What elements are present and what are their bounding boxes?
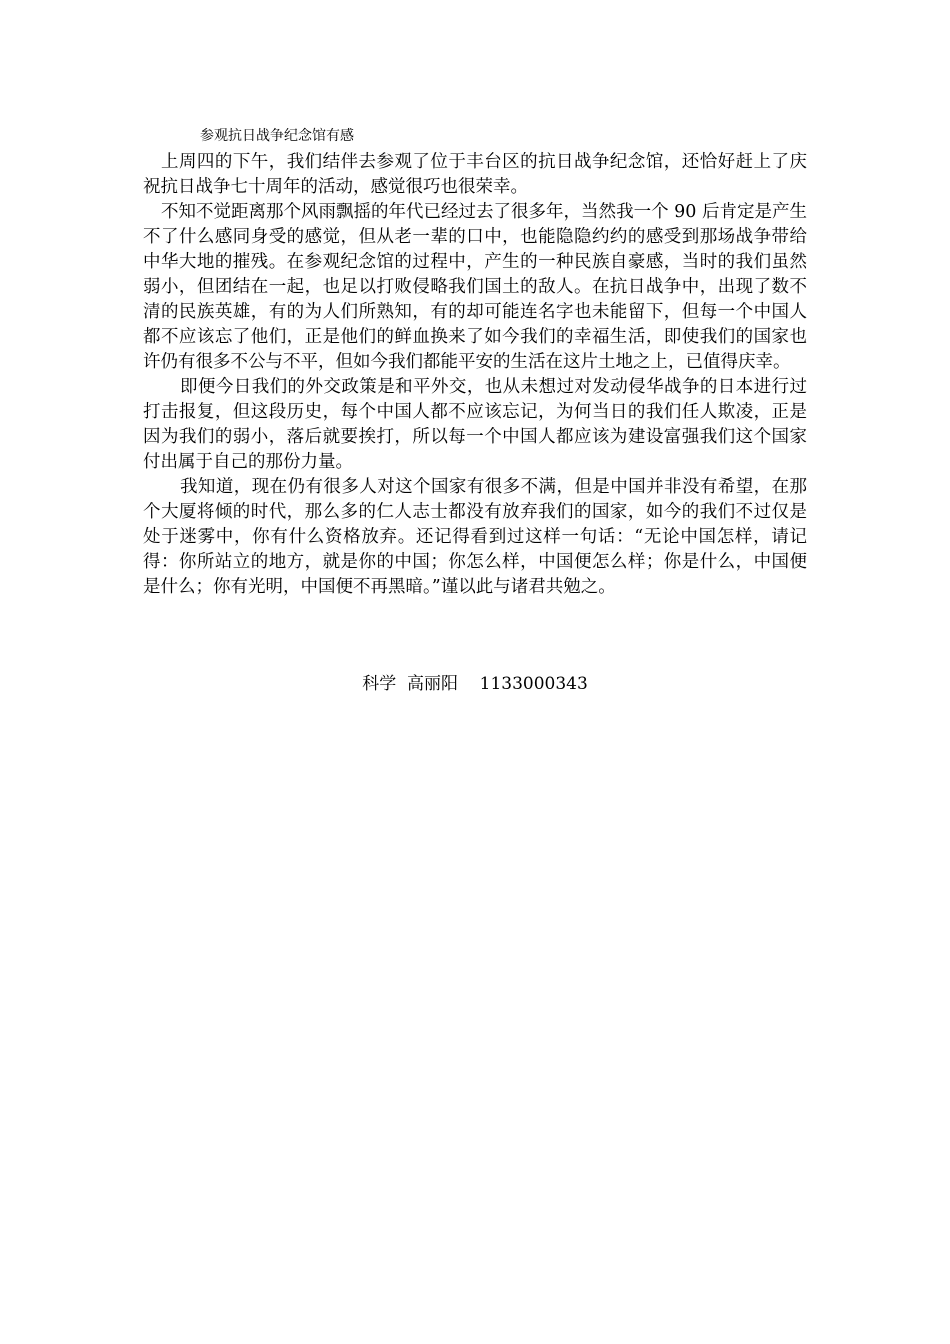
paragraph-4: 我知道，现在仍有很多人对这个国家有很多不满，但是中国并非没有希望，在那个大厦将倾的时代，那么多的仁人志士都没有放弃我们的国家，如今的我们不过仅是处于迷雾中，你有什么资格放弃。还记得看到过这样一句话：“无论中国怎样，请记得：你所站立的地方，就是你的中国；你怎么样，中国便怎么样；你是什么，中国便是什么；你有光明，中国便不再黑暗。”谨以此与诸君共勉之。 [143,477,807,597]
paragraph-3: 即便今日我们的外交政策是和平外交，也从未想过对发动侵华战争的日本进行过打击报复，但这段历史，每个中国人都不应该忘记，为何当日的我们任人欺凌，正是因为我们的弱小，落后就要挨打，所以每一个中国人都应该为建设富强我们这个国家付出属于自己的那份力量。 [143,377,807,472]
document-title: 参观抗日战争纪念馆有感 [200,128,354,144]
document-page [143,122,807,694]
paragraph-2: 不知不觉距离那个风雨飘摇的年代已经过去了很多年，当然我一个 90 后肯定是产生不了什么感同身受的感觉，但从老一辈的口中，也能隐隐约约的感受到那场战争带给中华大地的摧残。在参观纪念馆的过程中，产生的一种民族自豪感，当时的我们虽然弱小，但团结在一起，也足以打败侵略我们国土的敌人。在抗日战争中，出现了数不清的民族英雄，有的为人们所熟知，有的却可能连名字也未能留下，但每一个中国人都不应该忘了他们，正是他们的鲜血换来了如今我们的幸福生活，即使我们的国家也许仍有很多不公与不平，但如今我们都能平安的生活在这片土地之上，已值得庆幸。 [143,202,807,372]
paragraph-1: 上周四的下午，我们结伴去参观了位于丰台区的抗日战争纪念馆，还恰好赶上了庆祝抗日战争七十周年的活动，感觉很巧也很荣幸。 [143,152,807,197]
author-signature: 科学 高丽阳 1133000343 [362,674,588,694]
